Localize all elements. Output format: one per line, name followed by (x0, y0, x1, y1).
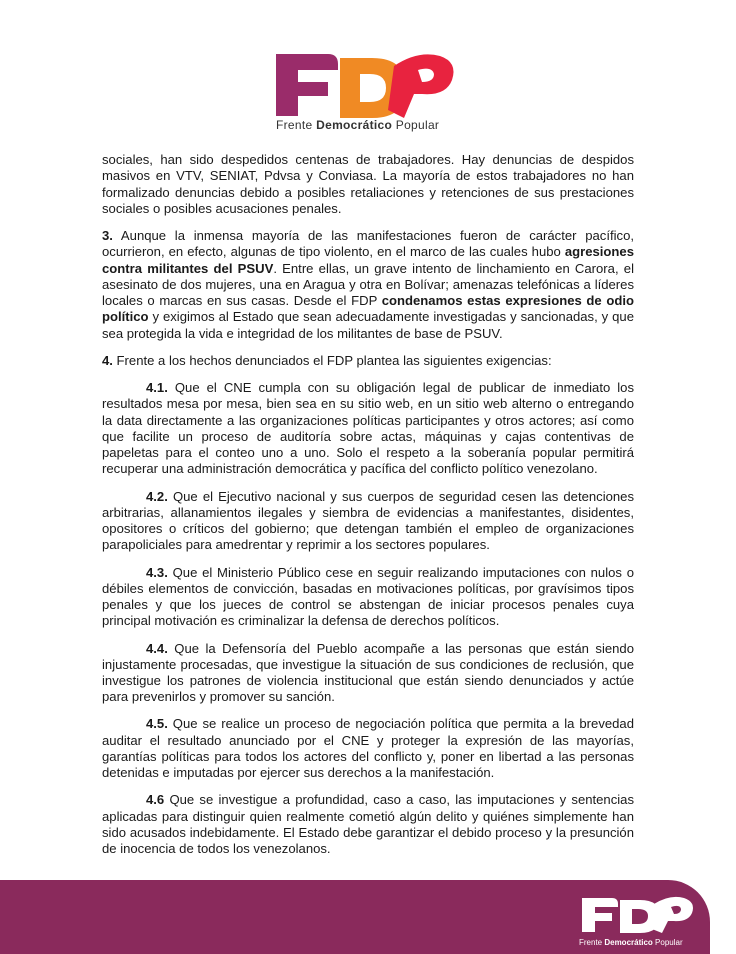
paragraph-3: 3. Aunque la inmensa mayoría de las manifestaciones fueron de carácter pacífico, ocurrieron, en efecto, algunas de tipo violento, en el marco de las cuales hubo agresiones contra militantes del PSUV. Entre ellas, un grave intento de linchamiento en Carora, el asesinato de dos mujeres, una en Aragua y otra en Bolívar; amenazas telefónicas a líderes locales o marcas en sus casas. Desde el FDP condenamos estas expresiones de odio político y exigimos al Estado que sean adecuadamente investigadas y sancionadas, y que sea protegida la vida e integridad de los militantes de base de PSUV. (102, 227, 635, 341)
footer-logo-tagline: Frente Democrático Popular (579, 938, 683, 947)
logo-tagline: Frente Democrático Popular (276, 118, 440, 132)
paragraph-4-1: 4.1. Que el CNE cumpla con su obligación legal de publicar de inmediato los resultados mesa por mesa, bien sea en su sitio web, en un sitio web alterno o entregando la data directamente a las organizaciones políticas participantes y otros actores; así como que facilite un proceso de auditoría sobre actas, máquinas y cajas contentivas de papeletas para el conteo uno a uno. Solo el respeto a la soberanía popular permitirá recuperar una administración democrática y pacífica del conflicto político venezolano. (102, 379, 634, 477)
fdp-logo-graphic (268, 44, 458, 124)
paragraph-4-6: 4.6 Que se investigue a profundidad, caso a caso, las imputaciones y sentencias aplicadas para distinguir quien realmente cometió algún delito y quiénes simplemente han sido acusados indebidamente. El Estado debe garantizar el debido proceso y la presunción de inocencia de todos los venezolanos. (102, 792, 634, 857)
paragraph-continuation: sociales, han sido despedidos centenas de trabajadores. Hay denuncias de despidos masivos en VTV, SENIAT, Pdvsa y Conviasa. La mayoría de estos trabajadores no han formalizado denuncias debido a posibles retaliaciones y retenciones de sus prestaciones sociales o posibles acusaciones penales. (102, 152, 634, 216)
paragraph-4-5: 4.5. Que se realice un proceso de negociación política que permita a la brevedad auditar el resultado anunciado por el CNE y proteger la expresión de las mayorías, garantías políticas para todos los actores del conflicto y, poner en libertad a las personas detenidas e imputadas por ejercer sus derechos a la manifestación. (102, 716, 634, 781)
footer-logo-graphic (578, 892, 698, 936)
paragraph-4-4: 4.4. Que la Defensoría del Pueblo acompañe a las personas que están siendo injustamente procesadas, que investigue la situación de sus condiciones de reclusión, que investigue los patrones de violencia institucional que están siendo denunciados y actúe para prevenirlos y promover su sanción. (102, 640, 634, 705)
paragraph-4-2: 4.2. Que el Ejecutivo nacional y sus cuerpos de seguridad cesen las detenciones arbitrarias, allanamientos ilegales y siembra de evidencias a manifestantes, disidentes, opositores o críticos del gobierno; que detengan también el empleo de organizaciones parapoliciales para amedrentar y reprimir a los sectores populares. (102, 488, 634, 553)
paragraph-4: 4. Frente a los hechos denunciados el FDP plantea las siguientes exigencias: (102, 352, 552, 368)
paragraph-4-3: 4.3. Que el Ministerio Público cese en seguir realizando imputaciones con nulos o débiles elementos de convicción, basadas en motivaciones políticas, por gravísimos tipos penales y que los jueces de control se abstengan de iniciar procesos penales cuya principal motivación es criminalizar la defensa de derechos políticos. (102, 564, 634, 629)
footer-logo (578, 892, 698, 936)
document-body (102, 152, 634, 868)
